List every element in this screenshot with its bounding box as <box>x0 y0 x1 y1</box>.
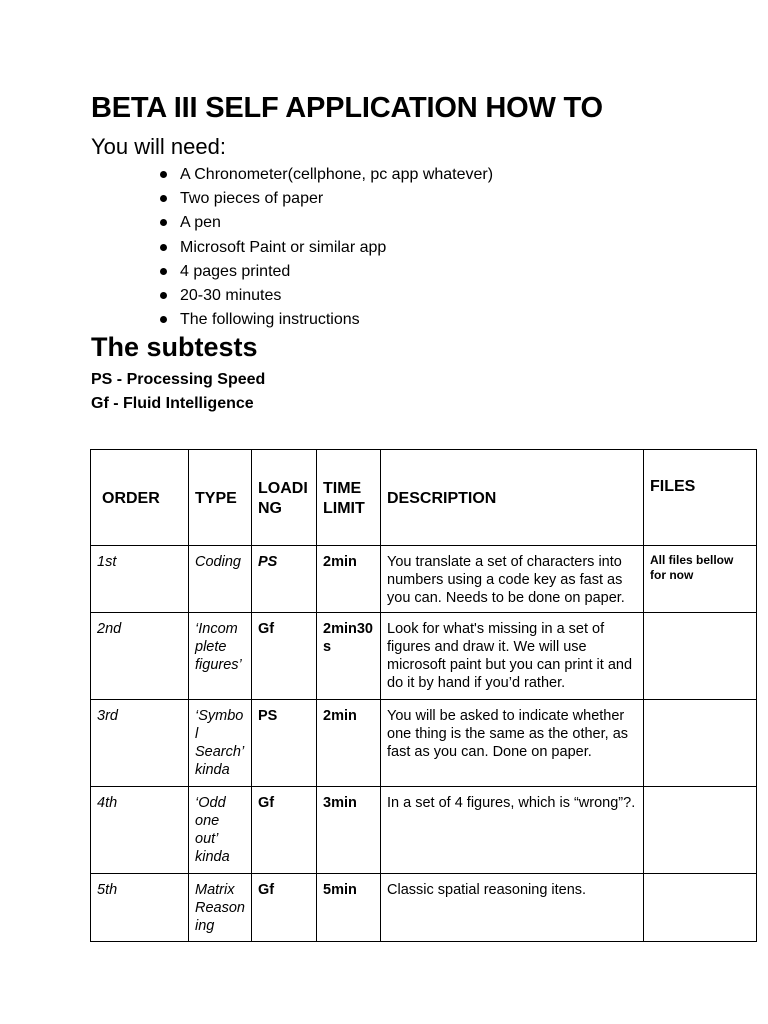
requirement-item: A Chronometer(cellphone, pc app whatever) <box>160 163 493 187</box>
cell-type: ‘Symbol Search’ kinda <box>189 700 252 787</box>
cell-files: All files bellow for now <box>644 546 757 613</box>
cell-description: You will be asked to indicate whether one thing is the same as the other, as fast as you can. Done on paper. <box>381 700 644 787</box>
requirements-heading: You will need: <box>91 134 226 159</box>
page-title: BETA III SELF APPLICATION HOW TO <box>91 92 603 124</box>
subtests-table <box>90 449 757 942</box>
subtests-heading: The subtests <box>91 332 258 362</box>
cell-time: 2min30s <box>317 613 381 700</box>
header-type: TYPE <box>189 450 252 546</box>
cell-loading: Gf <box>252 613 317 700</box>
cell-type: Matrix Reasoning <box>189 874 252 942</box>
table-header-row <box>91 450 757 546</box>
cell-description: You translate a set of characters into numbers using a code key as fast as you can. Needs to be done on paper. <box>381 546 644 613</box>
cell-files <box>644 613 757 700</box>
cell-description: Classic spatial reasoning itens. <box>381 874 644 942</box>
header-order: ORDER <box>91 450 189 546</box>
cell-type: ‘Incomplete figures’ <box>189 613 252 700</box>
requirement-item: 20-30 minutes <box>160 284 493 308</box>
cell-description: In a set of 4 figures, which is “wrong”?. <box>381 787 644 874</box>
table-row <box>91 613 757 700</box>
table-row <box>91 546 757 613</box>
abbreviation-ps: PS - Processing Speed <box>91 371 266 388</box>
header-files: FILES <box>644 450 757 546</box>
cell-type: ‘Odd one out’ kinda <box>189 787 252 874</box>
cell-files <box>644 787 757 874</box>
cell-loading: PS <box>252 546 317 613</box>
cell-description: Look for what's missing in a set of figures and draw it. We will use microsoft paint but you can print it and do it by hand if you’d rather. <box>381 613 644 700</box>
table-row <box>91 700 757 787</box>
cell-time: 2min <box>317 546 381 613</box>
cell-files <box>644 874 757 942</box>
cell-loading: Gf <box>252 787 317 874</box>
cell-files <box>644 700 757 787</box>
header-description: DESCRIPTION <box>381 450 644 546</box>
cell-order: 4th <box>91 787 189 874</box>
requirement-item: Microsoft Paint or similar app <box>160 236 493 260</box>
requirement-item: Two pieces of paper <box>160 187 493 211</box>
cell-order: 1st <box>91 546 189 613</box>
header-time-limit: TIME LIMIT <box>317 450 381 546</box>
cell-order: 3rd <box>91 700 189 787</box>
cell-loading: Gf <box>252 874 317 942</box>
requirements-list <box>160 163 493 332</box>
requirement-item: 4 pages printed <box>160 260 493 284</box>
requirement-item: The following instructions <box>160 308 493 332</box>
requirement-item: A pen <box>160 211 493 235</box>
table-row <box>91 787 757 874</box>
abbreviation-gf: Gf - Fluid Intelligence <box>91 395 254 412</box>
table-row <box>91 874 757 942</box>
header-loading: LOADING <box>252 450 317 546</box>
cell-order: 2nd <box>91 613 189 700</box>
cell-loading: PS <box>252 700 317 787</box>
cell-time: 5min <box>317 874 381 942</box>
cell-time: 3min <box>317 787 381 874</box>
cell-type: Coding <box>189 546 252 613</box>
cell-order: 5th <box>91 874 189 942</box>
cell-time: 2min <box>317 700 381 787</box>
